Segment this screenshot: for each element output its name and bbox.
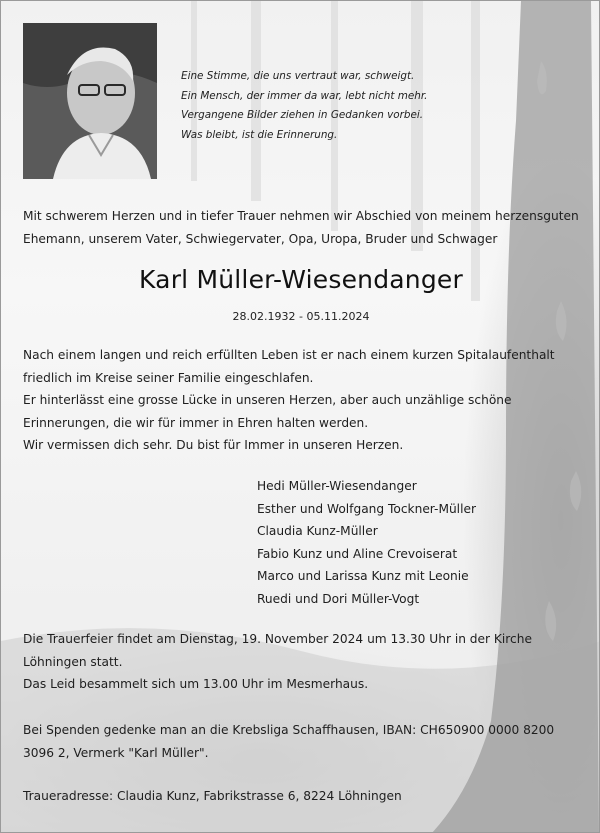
message-line: Erinnerungen, die wir für immer in Ehren halten werden. — [23, 415, 369, 430]
mourners-list — [257, 475, 476, 611]
poem-line: Was bleibt, ist die Erinnerung. — [181, 128, 338, 141]
donation-line: 3096 2, Vermerk "Karl Müller". — [23, 745, 209, 760]
poem-line: Eine Stimme, die uns vertraut war, schweigt. — [181, 70, 415, 82]
mourner-name: Marco und Larissa Kunz mit Leonie — [257, 569, 469, 584]
message-line: Er hinterlässt eine grosse Lücke in unseren Herzen, aber auch unzählige schöne — [23, 393, 512, 407]
poem-line: Vergangene Bilder ziehen in Gedanken vorbei. — [181, 109, 424, 121]
message-text — [23, 344, 579, 457]
mourner-name: Fabio Kunz und Aline Crevoiserat — [257, 546, 458, 561]
intro-line: Ehemann, unserem Vater, Schwiegervater, Opa, Uropa, Bruder und Schwager — [23, 231, 498, 246]
intro-line: Mit schwerem Herzen und in tiefer Trauer nehmen wir Abschied von meinem herzensguten — [23, 209, 579, 223]
message-line: Wir vermissen dich sehr. Du bist für Immer in unseren Herzen. — [23, 438, 404, 452]
deceased-name: Karl Müller-Wiesendanger — [139, 265, 463, 294]
funeral-info — [23, 628, 579, 696]
funeral-line: Das Leid besammelt sich um 13.00 Uhr im Mesmerhaus. — [23, 677, 369, 691]
poem-line: Ein Mensch, der immer da war, lebt nicht mehr. — [181, 89, 428, 102]
mourning-address — [23, 785, 579, 808]
portrait-photo — [23, 23, 157, 179]
mourner-name: Claudia Kunz-Müller — [257, 524, 378, 539]
life-dates: 28.02.1932 - 05.11.2024 — [232, 310, 370, 323]
funeral-line: Die Trauerfeier findet am Dienstag, 19. November 2024 um 13.30 Uhr in der Kirche — [23, 632, 532, 646]
intro-text — [23, 205, 579, 250]
message-line: friedlich im Kreise seiner Familie eingeschlafen. — [23, 370, 314, 385]
message-line: Nach einem langen und reich erfüllten Leben ist er nach einem kurzen Spitalaufenthalt — [23, 348, 555, 362]
donation-info — [23, 719, 579, 764]
memorial-poem — [181, 67, 481, 145]
mourner-name: Esther und Wolfgang Tockner-Müller — [257, 501, 476, 516]
donation-line: Bei Spenden gedenke man an die Krebsliga Schaffhausen, IBAN: CH650900 0000 8200 — [23, 723, 555, 737]
mourner-name: Ruedi und Dori Müller-Vogt — [257, 591, 420, 606]
funeral-line: Löhningen statt. — [23, 654, 123, 669]
mourner-name: Hedi Müller-Wiesendanger — [257, 479, 417, 493]
portrait-figure — [23, 23, 157, 179]
address-line: Traueradresse: Claudia Kunz, Fabrikstrasse 6, 8224 Löhningen — [23, 789, 402, 803]
